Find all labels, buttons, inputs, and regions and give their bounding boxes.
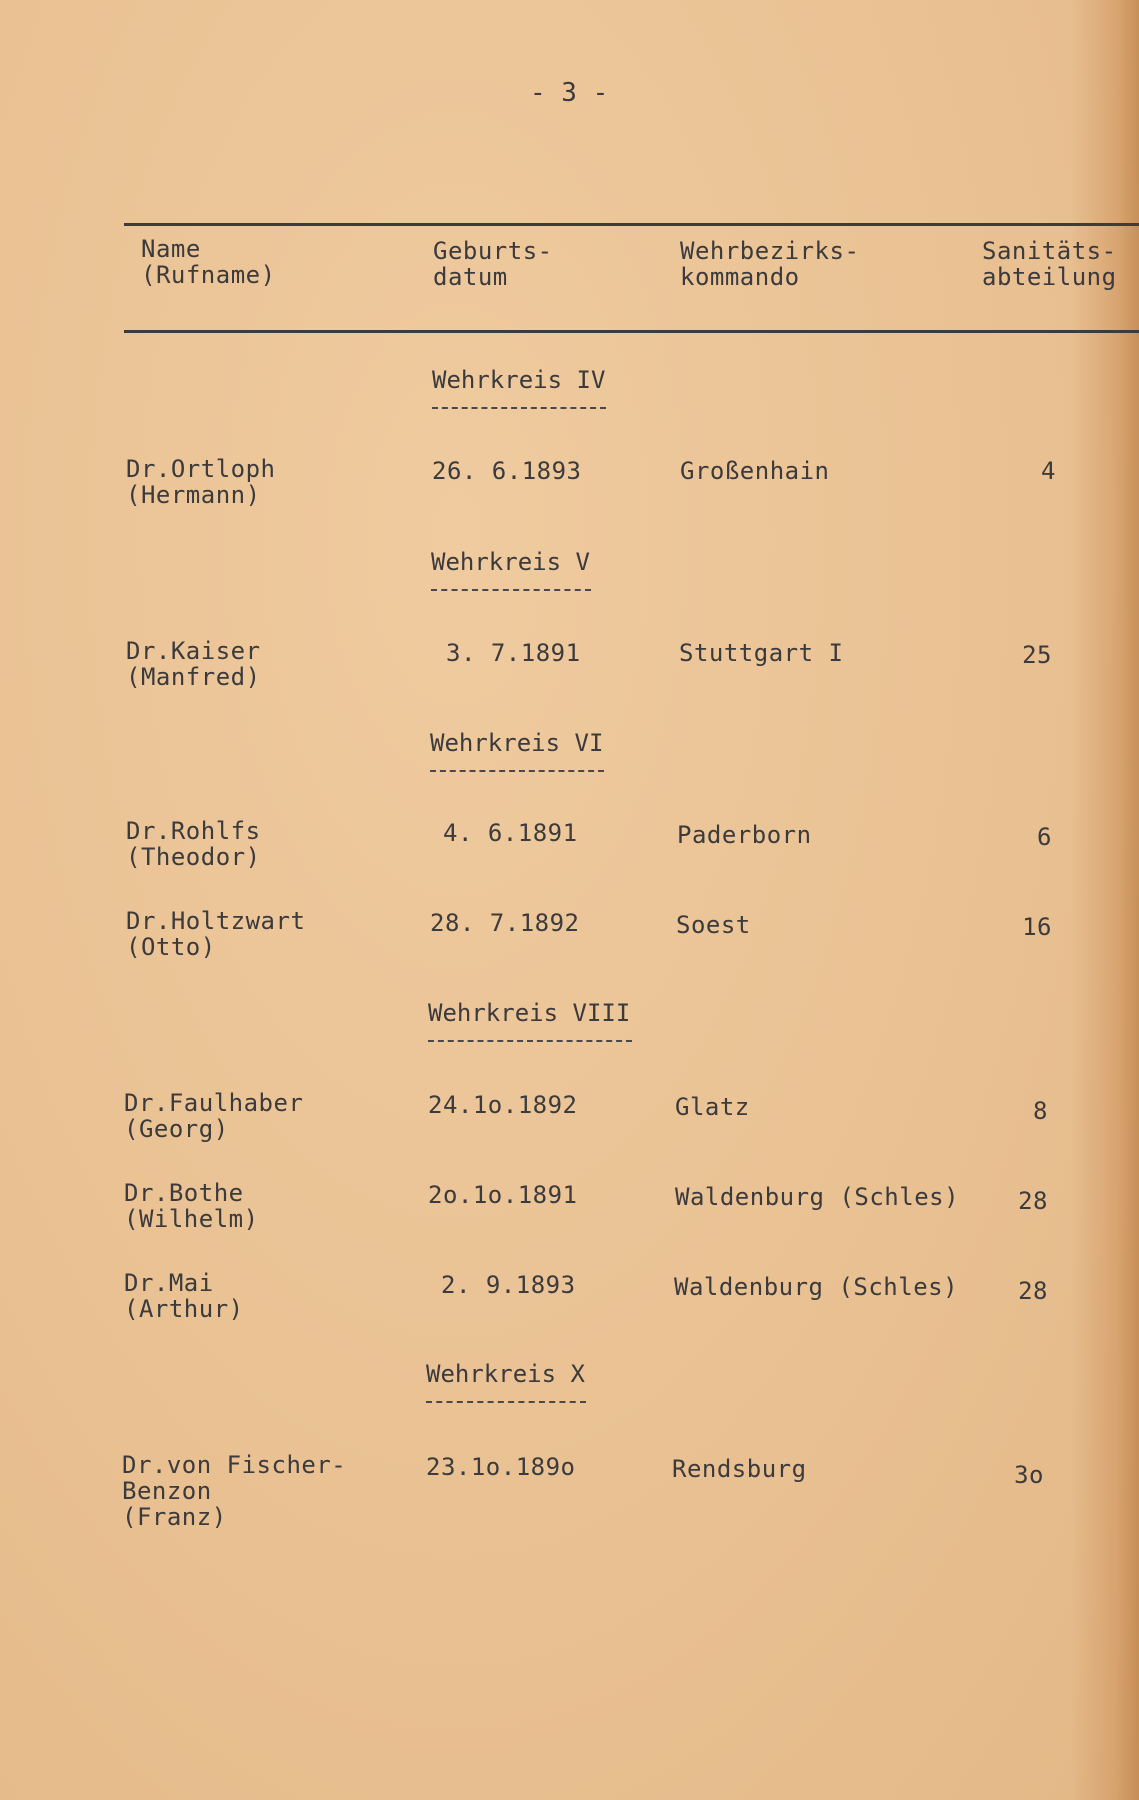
- sanitaetsabteilung: 6: [1037, 823, 1052, 851]
- section-underline: [426, 1401, 586, 1403]
- birth-date: 2. 9.1893: [441, 1271, 576, 1299]
- header-name: Name: [141, 235, 201, 263]
- birth-date: 4. 6.1891: [443, 819, 578, 847]
- header-top-rule: [124, 223, 1139, 226]
- person-name: Dr.Ortloph: [126, 455, 276, 483]
- sanitaetsabteilung: 28: [1018, 1277, 1048, 1305]
- birth-date: 26. 6.1893: [432, 457, 582, 485]
- header-kommando: kommando: [680, 263, 800, 291]
- person-name: Dr.Bothe: [124, 1179, 244, 1207]
- sanitaetsabteilung: 28: [1018, 1187, 1048, 1215]
- birth-date: 2o.1o.1891: [428, 1181, 578, 1209]
- sanitaetsabteilung: 3o: [1014, 1461, 1044, 1489]
- person-rufname: (Wilhelm): [124, 1205, 259, 1233]
- birth-date: 28. 7.1892: [430, 909, 580, 937]
- sanitaetsabteilung: 8: [1033, 1097, 1048, 1125]
- sanitaetsabteilung: 16: [1022, 913, 1052, 941]
- person-rufname: (Theodor): [126, 843, 261, 871]
- wehrbezirkskommando: Stuttgart I: [679, 639, 844, 667]
- header-rufname: (Rufname): [141, 261, 276, 289]
- section-underline: [432, 407, 606, 409]
- person-rufname: (Manfred): [126, 663, 261, 691]
- section-underline: [431, 589, 591, 591]
- person-name-continued: Benzon: [122, 1477, 212, 1505]
- page-number: - 3 -: [530, 78, 609, 108]
- wehrbezirkskommando: Soest: [676, 911, 751, 939]
- header-sanitaets: Sanitäts-: [982, 237, 1117, 265]
- person-name: Dr.von Fischer-: [122, 1451, 347, 1479]
- wehrbezirkskommando: Glatz: [675, 1093, 750, 1121]
- header-abteilung: abteilung: [982, 263, 1117, 291]
- wehrbezirkskommando: Waldenburg (Schles): [674, 1273, 959, 1301]
- sanitaetsabteilung: 25: [1022, 641, 1052, 669]
- section-title-wehrkreis-viii: Wehrkreis VIII: [428, 999, 631, 1027]
- section-title-wehrkreis-vi: Wehrkreis VI: [430, 729, 604, 757]
- birth-date: 3. 7.1891: [446, 639, 581, 667]
- person-rufname: (Franz): [122, 1503, 227, 1531]
- birth-date: 24.1o.1892: [428, 1091, 578, 1119]
- section-title-wehrkreis-x: Wehrkreis X: [426, 1360, 585, 1388]
- person-name: Dr.Faulhaber: [124, 1089, 304, 1117]
- wehrbezirkskommando: Rendsburg: [672, 1455, 807, 1483]
- section-title-wehrkreis-v: Wehrkreis V: [431, 548, 590, 576]
- person-rufname: (Georg): [124, 1115, 229, 1143]
- sanitaetsabteilung: 4: [1041, 457, 1056, 485]
- wehrbezirkskommando: Waldenburg (Schles): [675, 1183, 960, 1211]
- birth-date: 23.1o.189o: [426, 1453, 576, 1481]
- header-datum: datum: [433, 263, 508, 291]
- header-geburts: Geburts-: [433, 237, 553, 265]
- person-name: Dr.Mai: [124, 1269, 214, 1297]
- person-name: Dr.Kaiser: [126, 637, 261, 665]
- person-rufname: (Otto): [126, 933, 216, 961]
- wehrbezirkskommando: Paderborn: [677, 821, 812, 849]
- person-rufname: (Hermann): [126, 481, 261, 509]
- header-bottom-rule: [124, 330, 1139, 333]
- section-underline: [428, 1040, 632, 1042]
- person-name: Dr.Rohlfs: [126, 817, 261, 845]
- wehrbezirkskommando: Großenhain: [680, 457, 830, 485]
- section-title-wehrkreis-iv: Wehrkreis IV: [432, 366, 606, 394]
- person-name: Dr.Holtzwart: [126, 907, 306, 935]
- header-wehrbezirks: Wehrbezirks-: [680, 237, 860, 265]
- person-rufname: (Arthur): [124, 1295, 244, 1323]
- section-underline: [430, 770, 604, 772]
